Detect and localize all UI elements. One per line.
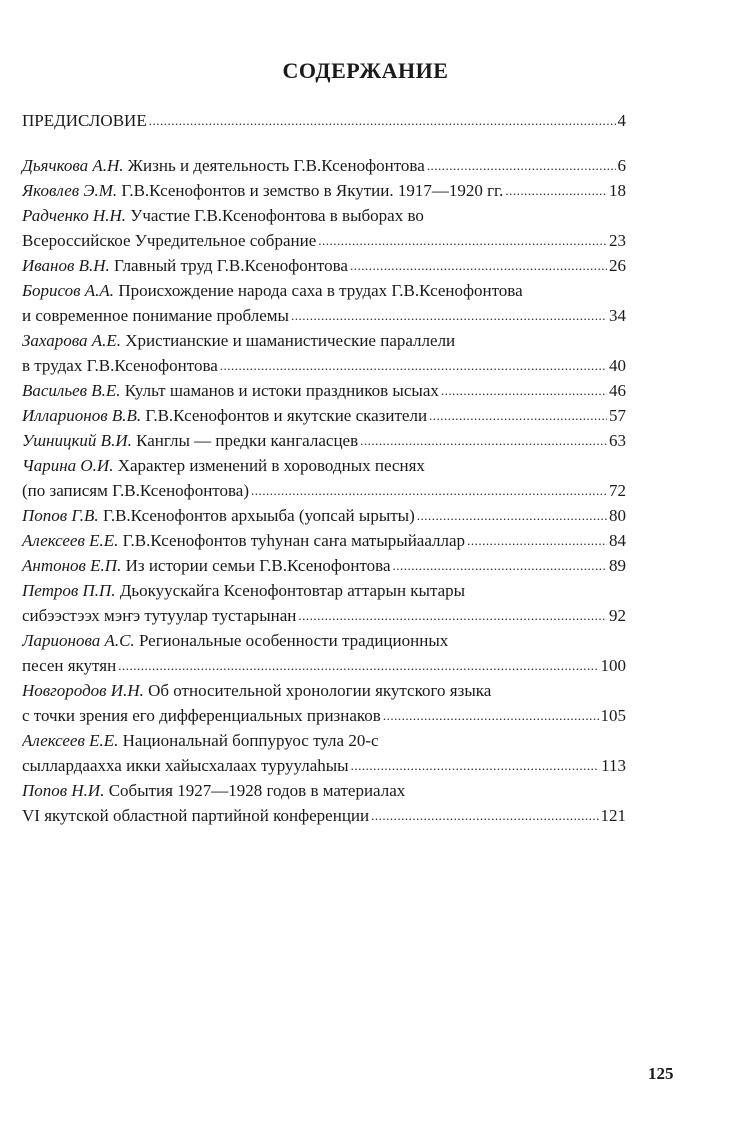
entry-title: Характер изменений в хороводных песнях: [113, 456, 425, 475]
page-number: 125: [648, 1064, 674, 1083]
toc-entry: [22, 203, 626, 253]
entry-author: Яковлев Э.М.: [22, 181, 118, 200]
dot-leader: [360, 427, 607, 453]
toc-entry: [22, 428, 626, 453]
dot-leader: [251, 477, 607, 503]
dot-leader: [118, 652, 598, 678]
entry-title: Участие Г.В.Ксенофонтова в выборах во: [126, 206, 424, 225]
dot-leader: [351, 752, 600, 778]
entry-title: Региональные особенности традиционных: [134, 631, 449, 650]
entry-author: Алексеев Е.Е.: [22, 731, 119, 750]
dot-leader: [467, 527, 607, 553]
entry-title: Национальнай боппуруос тула 20-с: [118, 731, 379, 750]
dot-leader: [383, 702, 599, 728]
entry-title: Главный труд Г.В.Ксенофонтова: [109, 256, 348, 275]
entry-author: Алексеев Е.Е.: [22, 531, 119, 550]
entry-title: События 1927—1928 годов в материалах: [104, 781, 406, 800]
entry-page-number: 63: [609, 431, 626, 450]
toc-entry: [22, 253, 626, 278]
toc-entry: [22, 378, 626, 403]
toc-entry: [22, 503, 626, 528]
entry-title-continued: в трудах Г.В.Ксенофонтова: [22, 356, 218, 375]
toc-entry: [22, 578, 626, 628]
entry-title-continued: песен якутян: [22, 656, 117, 675]
entry-page-number: 80: [609, 506, 626, 525]
entry-page-number: 6: [617, 156, 626, 175]
entry-page-number: 89: [609, 556, 626, 575]
toc-entry: [22, 728, 626, 778]
entry-page-number: 57: [609, 406, 626, 425]
dot-leader: [220, 352, 607, 378]
entry-title: Христианские и шаманистические параллели: [121, 331, 456, 350]
entry-title: Дьокуускайга Ксенофонтовтар аттарын кытары: [115, 581, 466, 600]
entry-author: Васильев В.Е.: [22, 381, 121, 400]
toc-entry: [22, 278, 626, 328]
dot-leader: [350, 252, 607, 278]
dot-leader: [371, 802, 598, 828]
dot-leader: [417, 502, 607, 528]
toc-entry-preface: [22, 108, 626, 133]
entry-title: Жизнь и деятельность Г.В.Ксенофонтова: [123, 156, 425, 175]
entry-page-number: 84: [609, 531, 626, 550]
toc-entry: [22, 328, 626, 378]
entry-title: Из истории семьи Г.В.Ксенофонтова: [121, 556, 391, 575]
entry-page-number: 18: [609, 181, 626, 200]
entry-title-continued: (по записям Г.В.Ксенофонтова): [22, 481, 250, 500]
entry-author: Дьячкова А.Н.: [22, 156, 124, 175]
entry-author: Захарова А.Е.: [22, 331, 122, 350]
entry-title: Г.В.Ксенофонтов туһунан саҥа матырыйааллар: [118, 531, 466, 550]
entry-page-number: 92: [609, 606, 626, 625]
dot-leader: [318, 227, 607, 253]
toc-entry: [22, 553, 626, 578]
entry-title-continued: с точки зрения его дифференциальных признаков: [22, 706, 381, 725]
entry-title-continued: Всероссийское Учредительное собрание: [22, 231, 317, 250]
entry-author: Петров П.П.: [22, 581, 116, 600]
entry-title: Г.В.Ксенофонтов и якутские сказители: [141, 406, 428, 425]
preface-label: ПРЕДИСЛОВИЕ: [22, 111, 147, 130]
toc-entry: [22, 178, 626, 203]
entry-title: Культ шаманов и истоки праздников ысыах: [120, 381, 439, 400]
entry-title-continued: VI якутской областной партийной конференции: [22, 806, 370, 825]
toc-entry: [22, 678, 626, 728]
entry-title: Канглы — предки кангаласцев: [131, 431, 359, 450]
dot-leader: [149, 107, 616, 133]
entry-author: Чарина О.И.: [22, 456, 114, 475]
entry-page-number: 23: [609, 231, 626, 250]
entry-author: Антонов Е.П.: [22, 556, 122, 575]
toc-entry: [22, 453, 626, 503]
entry-page-number: 100: [600, 656, 626, 675]
entry-author: Попов Г.В.: [22, 506, 99, 525]
entry-author: Ларионова А.С.: [22, 631, 135, 650]
entry-author: Иванов В.Н.: [22, 256, 110, 275]
entry-author: Попов Н.И.: [22, 781, 105, 800]
entry-title: Г.В.Ксенофонтов архыыба (уопсай ырыты): [98, 506, 415, 525]
toc-entry: [22, 628, 626, 678]
entry-title: Г.В.Ксенофонтов и земство в Якутии. 1917—1920 гг.: [117, 181, 504, 200]
entry-page-number: 40: [609, 356, 626, 375]
toc-entry: [22, 778, 626, 828]
entry-author: Борисов А.А.: [22, 281, 115, 300]
dot-leader: [291, 302, 607, 328]
dot-leader: [505, 177, 607, 203]
entry-page-number: 113: [601, 756, 626, 775]
dot-leader: [427, 152, 616, 178]
entry-page-number: 34: [609, 306, 626, 325]
entry-page-number: 72: [609, 481, 626, 500]
entry-page-number: 26: [609, 256, 626, 275]
toc-entry: [22, 528, 626, 553]
toc-entry: [22, 153, 626, 178]
dot-leader: [429, 402, 607, 428]
entry-page-number: 121: [600, 806, 626, 825]
entry-title: Об относительной хронологии якутского языка: [143, 681, 492, 700]
toc-entry: [22, 403, 626, 428]
entry-title: Происхождение народа саха в трудах Г.В.Ксенофонтова: [114, 281, 523, 300]
entry-title-continued: сыллардаахха икки хайысхалаах туруулаһыы: [22, 756, 349, 775]
entry-author: Илларионов В.В.: [22, 406, 142, 425]
entry-author: Новгородов И.Н.: [22, 681, 144, 700]
entry-title-continued: сибээстээх мэҥэ тутуулар тустарынан: [22, 606, 297, 625]
dot-leader: [298, 602, 607, 628]
page-title: СОДЕРЖАНИЕ: [282, 58, 449, 83]
entry-author: Радченко Н.Н.: [22, 206, 127, 225]
preface-page-number: 4: [617, 111, 626, 130]
entry-page-number: 105: [600, 706, 626, 725]
dot-leader: [441, 377, 607, 403]
dot-leader: [393, 552, 608, 578]
entry-author: Ушницкий В.И.: [22, 431, 132, 450]
entry-title-continued: и современное понимание проблемы: [22, 306, 289, 325]
entry-page-number: 46: [609, 381, 626, 400]
